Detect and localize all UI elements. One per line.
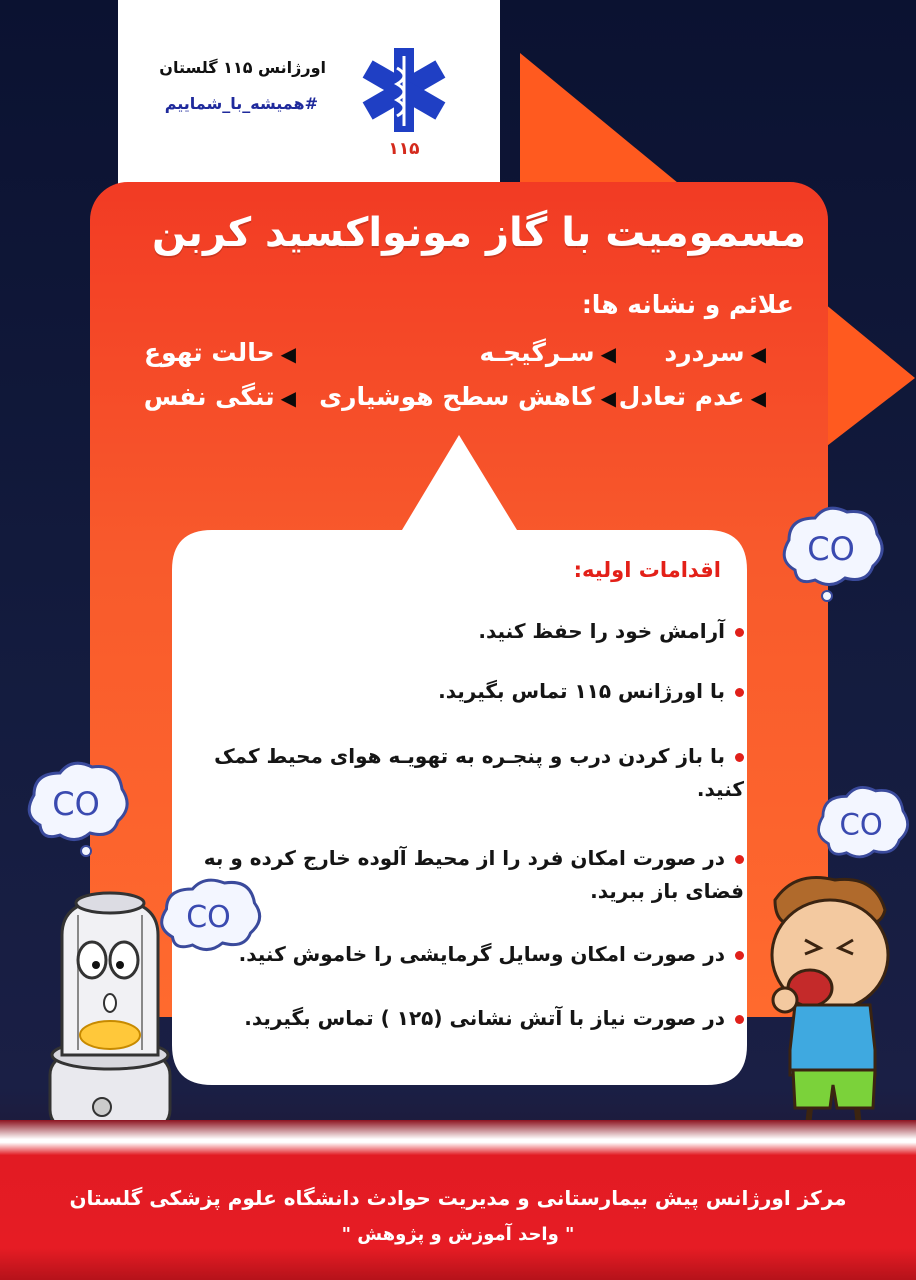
bullet-dot-icon <box>735 688 744 697</box>
svg-text:CO: CO <box>839 807 883 842</box>
first-aid-step: با اورژانس ۱۱۵ تماس بگیرید. <box>184 675 744 708</box>
triangle-bullet-icon: ◀ <box>280 386 296 410</box>
first-aid-step: در صورت امکان فرد را از محیط آلوده خارج کرده و به فضای باز ببرید. <box>203 846 744 903</box>
first-aid-step: با باز کردن درب و پنجـره به تهویـه هوای محیط کمک کنید. <box>214 744 744 801</box>
triangle-bullet-icon: ◀ <box>600 386 616 410</box>
heater-illustration <box>40 885 180 1140</box>
svg-text:CO: CO <box>186 900 231 935</box>
symptoms-heading: علائم و نشانه ها: <box>581 290 794 319</box>
footer-unit-text: " واحد آموزش و پژوهش " <box>341 1224 575 1245</box>
org-label: اورژانس ۱۱۵ گلستان <box>159 58 326 77</box>
bullet-dot-icon <box>735 628 744 637</box>
first-aid-step: آرامش خود را حفظ کنید. <box>184 615 744 648</box>
bullet-dot-icon <box>735 855 744 864</box>
symptom-item: ◀کاهش سطح هوشیاری <box>319 382 616 411</box>
footer-org-text: مرکز اورژانس پیش بیمارستانی و مدیریت حوادث دانشگاه علوم پزشکی گلستان <box>69 1186 847 1210</box>
triangle-bullet-icon: ◀ <box>750 386 766 410</box>
co-cloud-icon <box>810 780 915 880</box>
triangle-bullet-icon: ◀ <box>750 342 766 366</box>
bullet-dot-icon <box>735 753 744 762</box>
symptom-item: ◀سـرگیجـه <box>479 338 616 367</box>
logo-number: ۱۱۵ <box>388 139 420 159</box>
co-cloud-icon <box>775 500 890 610</box>
triangle-bullet-icon: ◀ <box>280 342 296 366</box>
star-of-life-icon <box>355 38 453 160</box>
symptom-item: ◀عدم تعادل <box>618 382 766 411</box>
first-aid-step: در صورت نیاز با آتش نشانی (۱۲۵ ) تماس بگیرید. <box>184 1002 744 1035</box>
svg-text:CO: CO <box>807 530 855 568</box>
symptom-item: ◀تنگی نفس <box>143 382 296 411</box>
first-aid-heading: اقدامات اولیه: <box>573 558 721 582</box>
coughing-boy-illustration <box>735 870 905 1145</box>
page-title: مسمومیت با گاز مونواکسید کربن <box>151 210 806 256</box>
svg-text:CO: CO <box>52 785 100 823</box>
first-aid-step: در صورت امکان وسایل گرمایشی را خاموش کنید. <box>184 938 744 971</box>
co-cloud-icon <box>20 755 135 865</box>
triangle-bullet-icon: ◀ <box>600 342 616 366</box>
hashtag-label: #همیشه_با_شماییم <box>164 94 318 113</box>
symptom-item: ◀سردرد <box>664 338 766 367</box>
symptom-item: ◀حالت تهوع <box>144 338 296 367</box>
